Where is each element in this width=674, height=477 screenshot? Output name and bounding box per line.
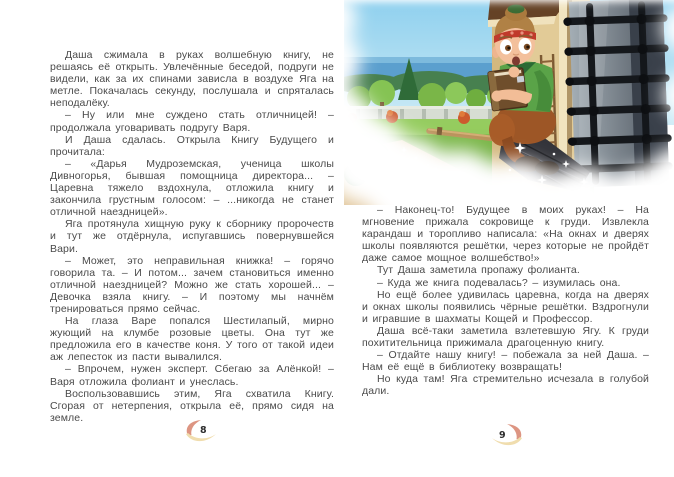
paragraph: Тут Даша заметила пропажу фолианта. (377, 264, 580, 277)
paragraph: Яга протянула хищную руку к сборнику пророчеств и тут же отдёрнула, испугавшись повернувшейся Вари. (50, 218, 334, 255)
page-number: 8 (200, 425, 207, 436)
paragraph: – «Дарья Мудроземская, ученица школы Дивногорья, бывшая помощница директора... – Царевна тяжело вздохнула, отложила книгу и закончила грустным голосом: – ...никогда не станет отличной наездницей». (50, 157, 334, 219)
left-page-text (50, 49, 334, 424)
page-number-left (178, 417, 228, 447)
bun-cap (508, 5, 525, 14)
paragraph: Но куда там! Яга стремительно исчезала в голубой дали. (362, 373, 649, 398)
paragraph: Но ещё более удивилась царевна, когда на дверях и окнах школы появились чёрные решётки. Вздрогнули и игравшие в шахматы Кощей и Профессор. (362, 288, 649, 325)
paragraph: – Куда же книга подевалась? – изумилась она. (377, 276, 621, 289)
book (488, 68, 527, 111)
paragraph: Даша всё-таки заметила взлетевшую Ягу. К груди похитительница прижимала драгоценную книгу. (362, 324, 649, 350)
page-number: 9 (499, 430, 506, 441)
paragraph: И Даша сдалась. Открыла Книгу Будущего и прочитала: (50, 133, 334, 158)
paragraph: Даша сжимала в руках волшебную книгу, не решаясь её открыть. Увлечённые беседой, подруги не видели, как за их спинами зависла в воздухе Яга на метле. Покачалась секунду, послушала и спряталась неподалёку. (50, 49, 334, 110)
hand (492, 91, 503, 102)
paragraph: – Впрочем, нужен эксперт. Сбегаю за Алёнкой! – Варя отложила фолиант и унеслась. (50, 363, 334, 388)
hand (509, 67, 520, 78)
paragraph: – Отдайте нашу книгу! – побежала за ней Даша. – Нам её ещё в библиотеку возвращать! (362, 349, 649, 374)
mouth (512, 56, 520, 65)
illustration-yaga-on-broom (344, 0, 674, 205)
right-page-text (362, 204, 649, 398)
paragraph: – Может, это неправильная книжка! – горячо говорила та. – И потом... зачем становиться именно отличной наездницей? Можно же стать хорошей... – Девочка взяла книгу. – И поэтому мы начнём тренироваться прямо сейчас. (50, 254, 334, 315)
page-number-right (480, 421, 530, 451)
paragraph: Воспользовавшись этим, Яга схватила Книгу. Сгорая от нетерпения, открыла её, прямо сидя на земле. (50, 387, 334, 424)
paragraph: – Наконец-то! Будущее в моих руках! – На мгновение прижала сокровище к груди. Извлекла карандаш и торопливо написала: «На окнах и дверях школы появляются решётки, через которые не пройдёт даже самое мощное волшебство!» (362, 204, 649, 265)
paragraph: – Ну или мне суждено стать отличницей! – продолжала уговаривать подругу Варя. (50, 109, 334, 134)
paragraph: На глаза Варе попался Шестилапый, мирно жующий на клумбе розовые цветы. Она тут же предложила его в качестве коня. У того от такой идеи аж лепесток из пасти вывалился. (50, 315, 334, 364)
